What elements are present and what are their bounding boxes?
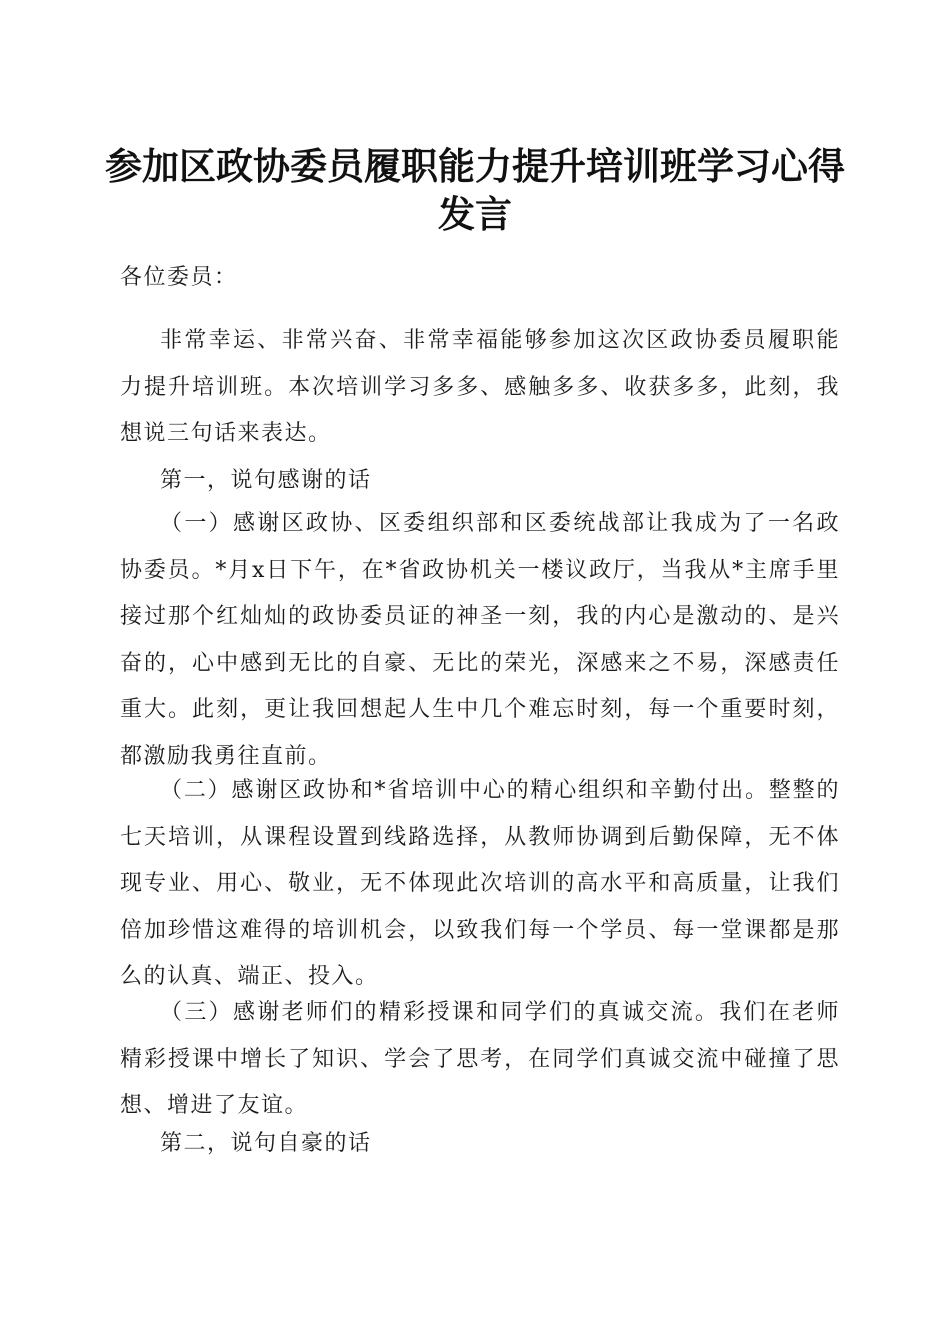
document-title-line-1: 参加区政协委员履职能力提升培训班学习心得 [105,144,845,188]
document-title-line-2: 发言 [438,192,512,236]
paragraph-thanks-1: （一）感谢区政协、区委组织部和区委统战部让我成为了一名政协委员。*月x日下午，在*省政协机关一楼议政厅，当我从*主席手里接过那个红灿灿的政协委员证的神圣一刻，我的内心是激动的、是兴奋的，心中感到无比的自豪、无比的荣光，深感来之不易，深感责任重大。此刻，更让我回想起人生中几个难忘时刻，每一个重要时刻，都激励我勇往直前。 [120,511,840,769]
paragraph-thanks-2: （二）感谢区政协和*省培训中心的精心组织和辛勤付出。整整的七天培训，从课程设置到线路选择，从教师协调到后勤保障，无不体现专业、用心、敬业，无不体现此次培训的高水平和高质量，让我们倍加珍惜这难得的培训机会，以致我们每一个学员、每一堂课都是那么的认真、端正、投入。 [120,778,840,989]
paragraph-intro: 非常幸运、非常兴奋、非常幸福能够参加这次区政协委员履职能力提升培训班。本次培训学习多多、感触多多、收获多多，此刻，我想说三句话来表达。 [120,328,840,446]
paragraph-thanks-3: （三）感谢老师们的精彩授课和同学们的真诚交流。我们在老师精彩授课中增长了知识、学会了思考，在同学们真诚交流中碰撞了思想、增进了友谊。 [120,1000,840,1118]
section-heading-second: 第二，说句自豪的话 [160,1131,372,1156]
salutation: 各位委员： [120,265,238,290]
section-heading-first: 第一，说句感谢的话 [160,468,372,493]
